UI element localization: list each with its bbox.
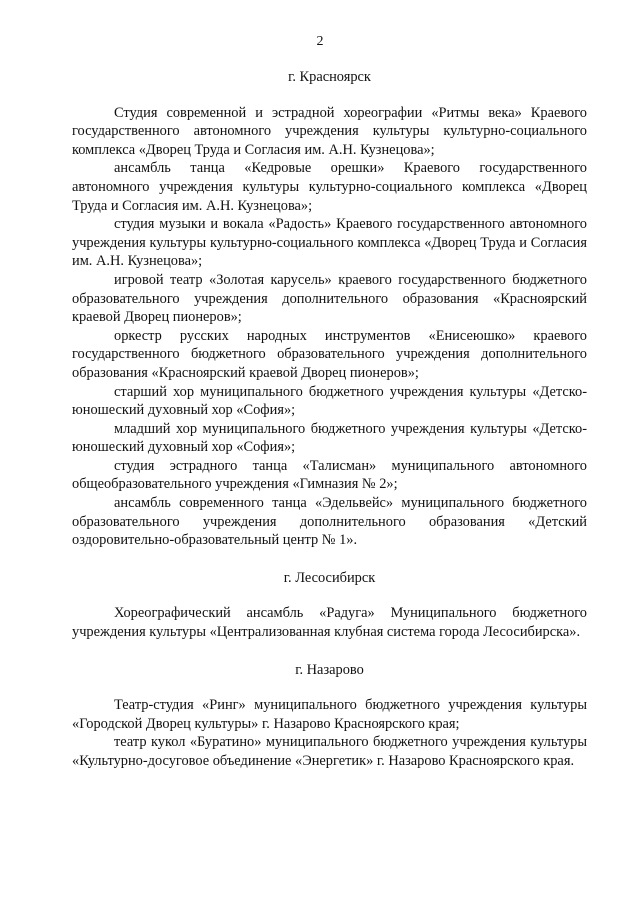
list-item: Хореографический ансамбль «Радуга» Муниципального бюджетного учреждения культуры «Централизованная клубная система города Лесосибирска». (72, 605, 587, 641)
city-heading: г. Красноярск (288, 69, 371, 85)
list-item: игровой театр «Золотая карусель» краевого государственного бюджетного образовательного учреждения дополнительного образования «Красноярский краевой Дворец пионеров»; (72, 271, 587, 326)
list-item: ансамбль танца «Кедровые орешки» Краевого государственного автономного учреждения культуры культурно-социального комплекса «Дворец Труда и Согласия им. А.Н. Кузнецова»; (72, 160, 587, 214)
section-nazarovo (72, 661, 587, 771)
city-heading: г. Лесосибирск (283, 569, 376, 586)
list-item: театр кукол «Буратино» муниципального бюджетного учреждения культуры «Культурно-досуговое объединение «Энергетик» г. Назарово Красноярского края. (72, 734, 587, 769)
city-heading: г. Назарово (295, 661, 364, 678)
list-item: студия эстрадного танца «Талисман» муниципального автономного общеобразовательного учреждения «Гимназия № 2»; (72, 457, 587, 493)
section-krasnoyarsk (72, 68, 587, 550)
section-lesosibirsk (72, 569, 587, 642)
list-item: старший хор муниципального бюджетного учреждения культуры «Детско-юношеский духовный хор «София»; (72, 383, 587, 419)
list-item: ансамбль современного танца «Эдельвейс» муниципального бюджетного образовательного учреждения дополнительного образования «Детский оздоровительно-образовательный центр № 1». (72, 495, 587, 549)
document-body (72, 68, 587, 771)
list-item: оркестр русских народных инструментов «Енисеюшко» краевого государственного бюджетного образовательного учреждения дополнительного образования «Красноярский краевой Дворец пионеров»; (72, 327, 587, 381)
list-item: Театр-студия «Ринг» муниципального бюджетного учреждения культуры «Городской Дворец культуры» г. Назарово Красноярского края; (72, 697, 587, 732)
list-item: студия музыки и вокала «Радость» Краевого государственного автономного учреждения культуры культурно-социального комплекса «Дворец Труда и Согласия им. А.Н. Кузнецова»; (72, 216, 587, 270)
page-number: 2 (316, 34, 324, 49)
list-item: младший хор муниципального бюджетного учреждения культуры «Детско-юношеский духовный хор «София»; (72, 420, 587, 456)
list-item: Студия современной и эстрадной хореографии «Ритмы века» Краевого государственного автономного учреждения культуры культурно-социального комплекса «Дворец Труда и Согласия им. А.Н. Кузнецова»; (72, 104, 587, 158)
